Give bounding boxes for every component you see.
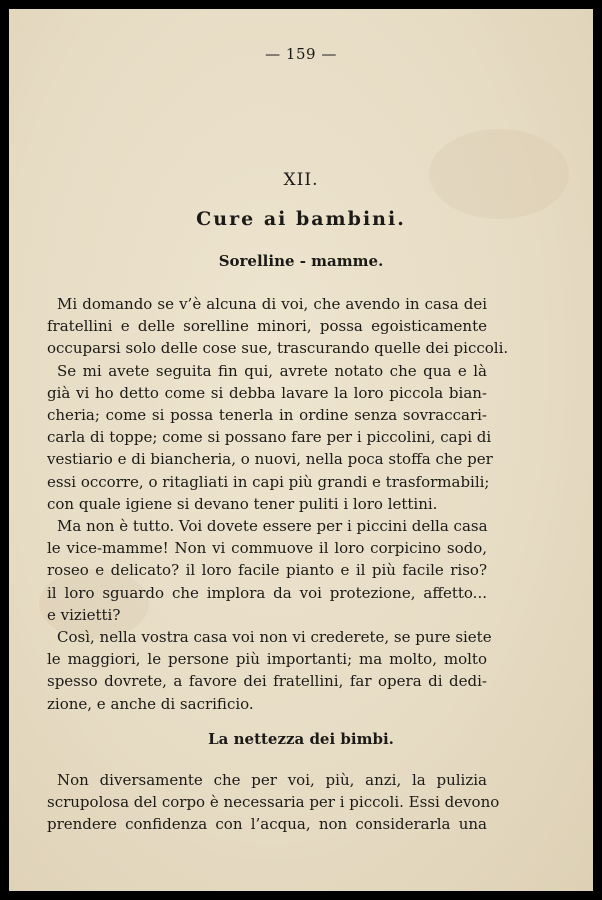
chapter-title: Cure ai bambini. (196, 208, 406, 230)
text-line: essi occorre, o ritagliati in capi più grandi e trasformabili; (47, 472, 490, 491)
text-line: spesso dovrete, a favore dei fratellini, far opera di dedi- (47, 672, 487, 691)
text-line: vestiario e di biancheria, o nuovi, nella poca stoffa che per (47, 450, 493, 469)
text-line: zione, e anche di sacrificio. (47, 694, 254, 713)
section-title-nettezza: La nettezza dei bimbi. (208, 730, 394, 748)
text-line: Così, nella vostra casa voi non vi crederete, se pure siete (57, 628, 492, 647)
book-page (9, 9, 593, 891)
text-line: Mi domando se v’è alcuna di voi, che avendo in casa dei (57, 295, 487, 313)
text-line: con quale igiene si devano tener puliti i loro lettini. (47, 494, 438, 513)
text-line: carla di toppe; come si possano fare per i piccolini, capi di (47, 428, 492, 447)
text-line: il loro sguardo che implora da voi protezione, affetto... (47, 583, 487, 602)
text-line: occuparsi solo delle cose sue, trascurando quelle dei piccoli. (47, 339, 509, 358)
text-line: prendere confidenza con l’acqua, non considerarla una (47, 815, 487, 834)
text-line: scrupolosa del corpo è necessaria per i piccoli. Essi devono (47, 793, 500, 812)
text-line: Se mi avete seguita fin qui, avrete notato che qua e là (57, 361, 487, 380)
text-line: cheria; come si possa tenerla in ordine senza sovraccari- (47, 406, 487, 425)
section-title-sorelline: Sorelline - mamme. (218, 252, 384, 270)
text-line: fratellini e delle sorelline minori, possa egoisticamente (47, 317, 487, 336)
chapter-number: XII. (283, 170, 319, 190)
text-line: le vice-mamme! Non vi commuove il loro corpicino sodo, (47, 539, 487, 558)
text-line: e vizietti? (47, 605, 121, 624)
text-line: roseo e delicato? il loro facile pianto e il più facile riso? (47, 561, 487, 580)
page-number: — 159 — (265, 45, 337, 63)
text-line: Ma non è tutto. Voi dovete essere per i piccini della casa (57, 517, 488, 536)
section-body-sorelline (47, 293, 509, 715)
text-line: Non diversamente che per voi, più, anzi, la pulizia (57, 771, 487, 789)
text-line: già vi ho detto come si debba lavare la loro piccola bian- (47, 383, 487, 402)
text-line: le maggiori, le persone più importanti; ma molto, molto (47, 650, 487, 669)
section-body-nettezza (47, 769, 500, 836)
